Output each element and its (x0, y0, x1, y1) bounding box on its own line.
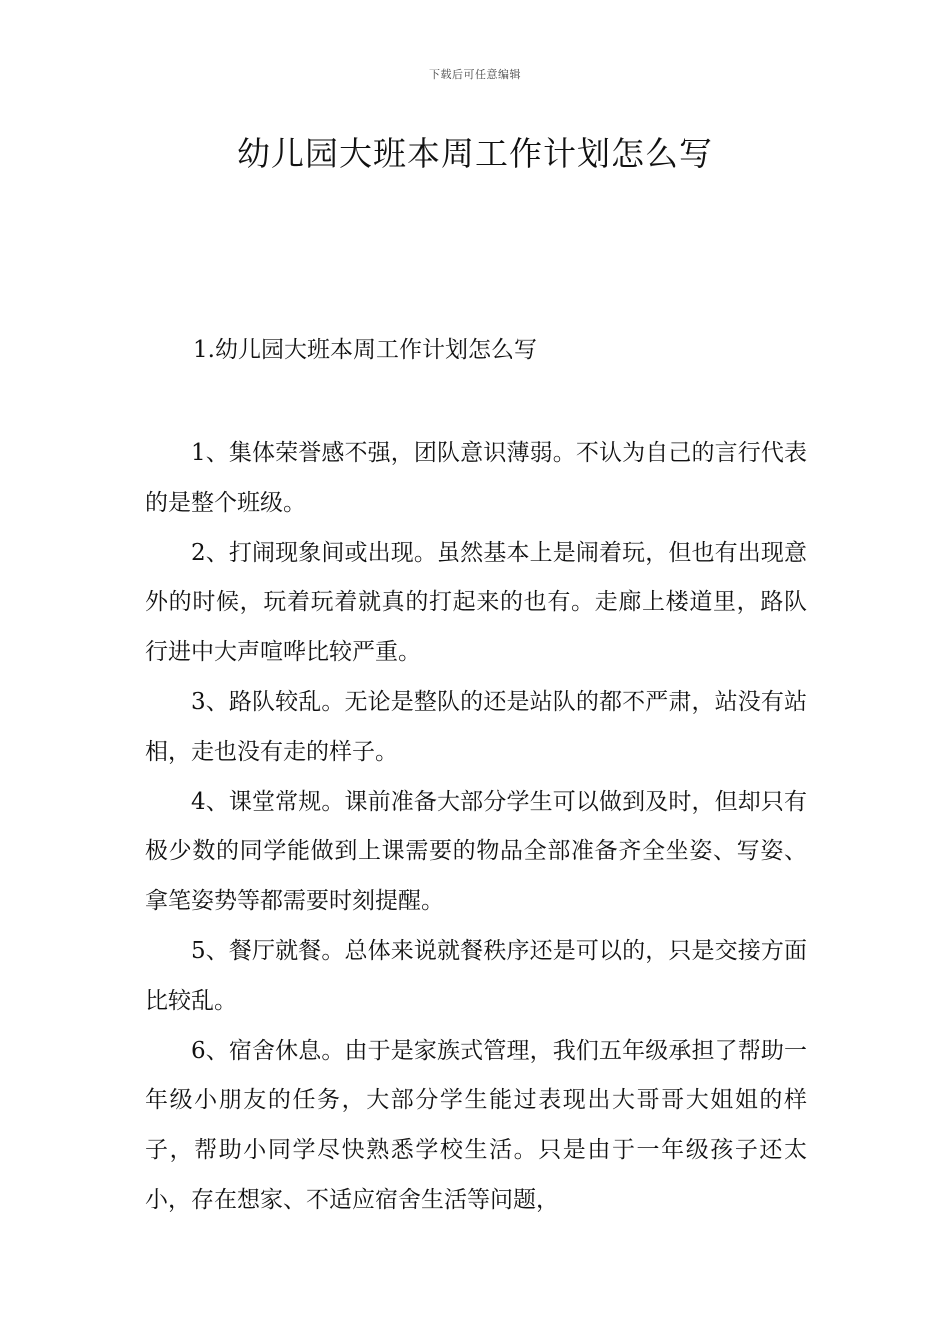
header-note: 下载后可任意编辑 (429, 68, 521, 81)
paragraph-6: 6、宿舍休息。由于是家族式管理，我们五年级承担了帮助一年级小朋友的任务，大部分学生能过表现出大哥哥大姐姐的样子，帮助小同学尽快熟悉学校生活。只是由于一年级孩子还太小，存在想家、不适应宿舍生活等问题， (145, 1037, 807, 1213)
paragraph-3: 3、路队较乱。无论是整队的还是站队的都不严肃，站没有站相，走也没有走的样子。 (145, 688, 807, 765)
paragraph-5: 5、餐厅就餐。总体来说就餐秩序还是可以的，只是交接方面比较乱。 (145, 937, 807, 1014)
paragraph-1: 1、集体荣誉感不强，团队意识薄弱。不认为自己的言行代表的是整个班级。 (145, 440, 807, 516)
section-heading: 1.幼儿园大班本周工作计划怎么写 (193, 337, 537, 363)
paragraph-2: 2、打闹现象间或出现。虽然基本上是闹着玩，但也有出现意外的时候，玩着玩着就真的打起来的也有。走廊上楼道里，路队行进中大声喧哗比较严重。 (145, 539, 807, 666)
paragraph-4: 4、课堂常规。课前准备大部分学生可以做到及时，但却只有极少数的同学能做到上课需要的物品全部准备齐全坐姿、写姿、拿笔姿势等都需要时刻提醒。 (145, 788, 807, 915)
document-body (145, 429, 807, 1226)
document-title: 幼儿园大班本周工作计划怎么写 (237, 134, 713, 173)
